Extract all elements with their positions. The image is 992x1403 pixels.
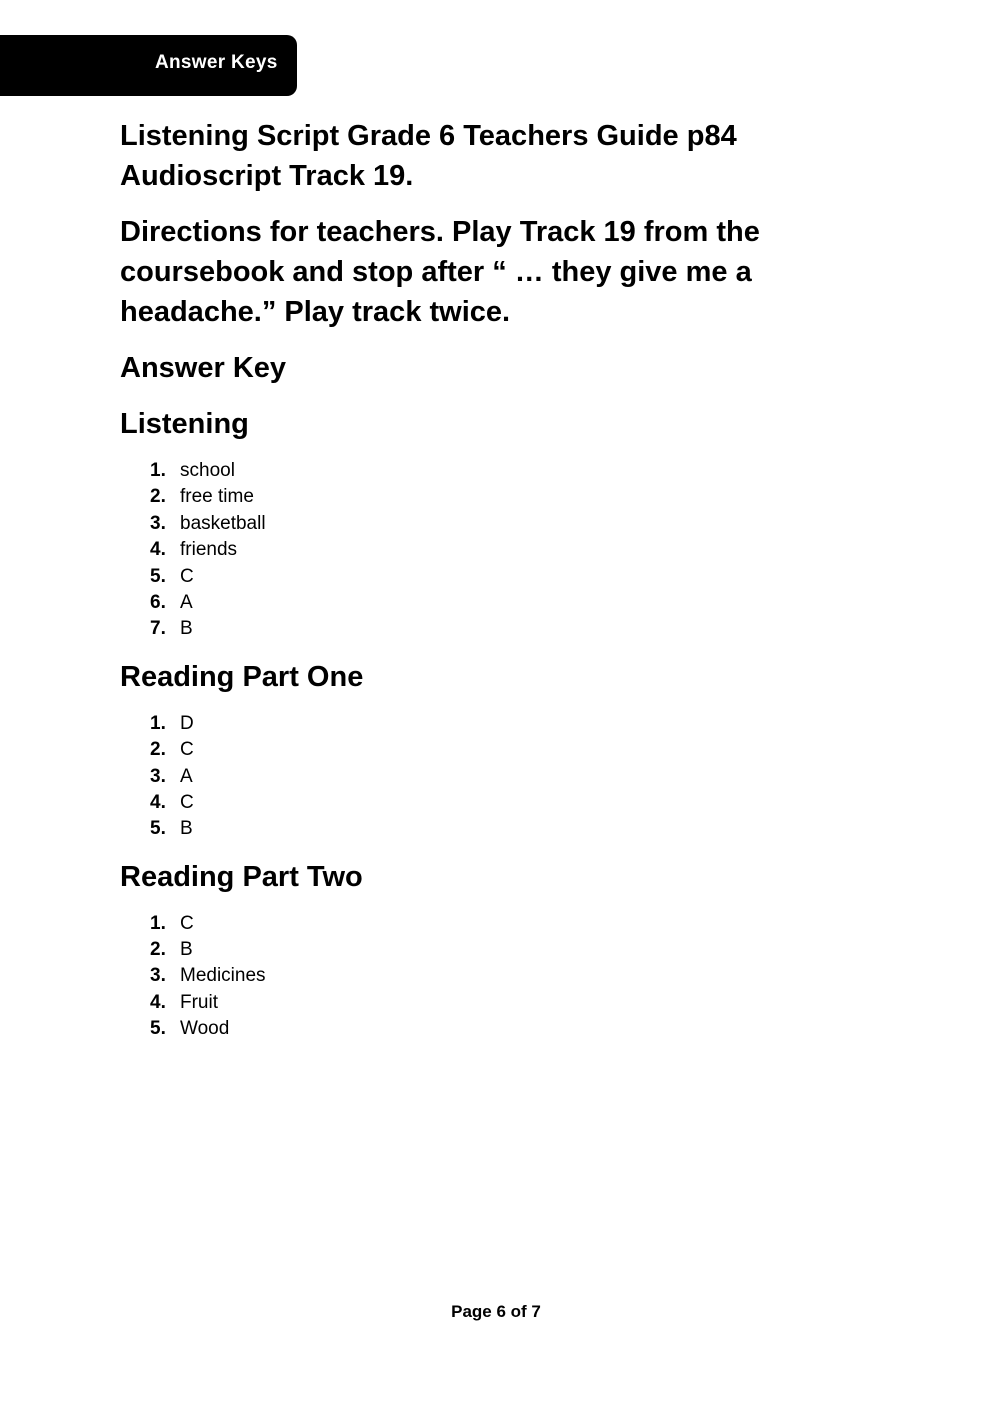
page-number-footer: Page 6 of 7 bbox=[451, 1302, 541, 1321]
answer-text: Wood bbox=[180, 1018, 230, 1040]
answer-number: 5. bbox=[150, 565, 166, 587]
answer-item bbox=[120, 484, 880, 510]
answer-number: 3. bbox=[150, 965, 166, 987]
answer-item bbox=[120, 816, 880, 842]
answer-text: basketball bbox=[180, 512, 266, 534]
title-line-1: Listening Script Grade 6 Teachers Guide p84 bbox=[120, 120, 737, 152]
answer-text: C bbox=[180, 739, 194, 761]
answer-number: 1. bbox=[150, 712, 166, 734]
listening-heading: Listening bbox=[120, 408, 249, 440]
teacher-directions bbox=[120, 212, 880, 332]
answer-item bbox=[120, 911, 880, 937]
answer-item bbox=[120, 564, 880, 590]
listening-answer-list bbox=[120, 458, 880, 643]
directions-line-2: coursebook and stop after “ … they give me a bbox=[120, 256, 752, 288]
answer-text: D bbox=[180, 712, 194, 734]
answer-item bbox=[120, 764, 880, 790]
answer-number: 6. bbox=[150, 591, 166, 613]
reading-part-one-answer-list bbox=[120, 711, 880, 843]
answer-text: B bbox=[180, 939, 193, 961]
answer-text: Fruit bbox=[180, 991, 218, 1013]
reading-part-two-answer-list bbox=[120, 911, 880, 1043]
answer-number: 5. bbox=[150, 1018, 166, 1040]
answer-number: 7. bbox=[150, 618, 166, 640]
answer-text: Medicines bbox=[180, 965, 266, 987]
answer-number: 3. bbox=[150, 512, 166, 534]
answer-text: C bbox=[180, 912, 194, 934]
answer-item bbox=[120, 1016, 880, 1042]
answer-text: A bbox=[180, 591, 193, 613]
document-body bbox=[120, 116, 880, 1043]
answer-item bbox=[120, 511, 880, 537]
answer-item bbox=[120, 616, 880, 642]
answer-number: 1. bbox=[150, 912, 166, 934]
header-tab-label: Answer Keys bbox=[155, 52, 278, 73]
answer-number: 4. bbox=[150, 991, 166, 1013]
answer-number: 4. bbox=[150, 791, 166, 813]
page-title bbox=[120, 116, 880, 196]
answer-item bbox=[120, 937, 880, 963]
answer-number: 5. bbox=[150, 818, 166, 840]
answer-key-heading: Answer Key bbox=[120, 352, 287, 384]
answer-number: 2. bbox=[150, 939, 166, 961]
answer-item bbox=[120, 990, 880, 1016]
answer-text: school bbox=[180, 460, 235, 481]
answer-number: 2. bbox=[150, 739, 166, 761]
reading-part-two-heading: Reading Part Two bbox=[120, 860, 363, 893]
reading-part-one-heading: Reading Part One bbox=[120, 660, 364, 693]
answer-text: A bbox=[180, 765, 193, 787]
answer-text: friends bbox=[180, 539, 238, 561]
answer-item bbox=[120, 737, 880, 763]
answer-text: free time bbox=[180, 486, 254, 508]
answer-item bbox=[120, 590, 880, 616]
title-line-2: Audioscript Track 19. bbox=[120, 160, 414, 192]
answer-item bbox=[120, 458, 880, 484]
answer-item bbox=[120, 537, 880, 563]
answer-text: C bbox=[180, 791, 194, 813]
answer-item bbox=[120, 963, 880, 989]
directions-line-3: headache.” Play track twice. bbox=[120, 296, 511, 328]
answer-item bbox=[120, 711, 880, 737]
answer-number: 3. bbox=[150, 765, 166, 787]
answer-number: 4. bbox=[150, 539, 166, 561]
answer-number: 1. bbox=[150, 460, 166, 481]
answer-text: B bbox=[180, 618, 193, 640]
directions-line-1: Directions for teachers. Play Track 19 from the bbox=[120, 216, 760, 248]
answer-item bbox=[120, 790, 880, 816]
answer-text: B bbox=[180, 818, 193, 840]
answer-number: 2. bbox=[150, 486, 166, 508]
answer-text: C bbox=[180, 565, 194, 587]
